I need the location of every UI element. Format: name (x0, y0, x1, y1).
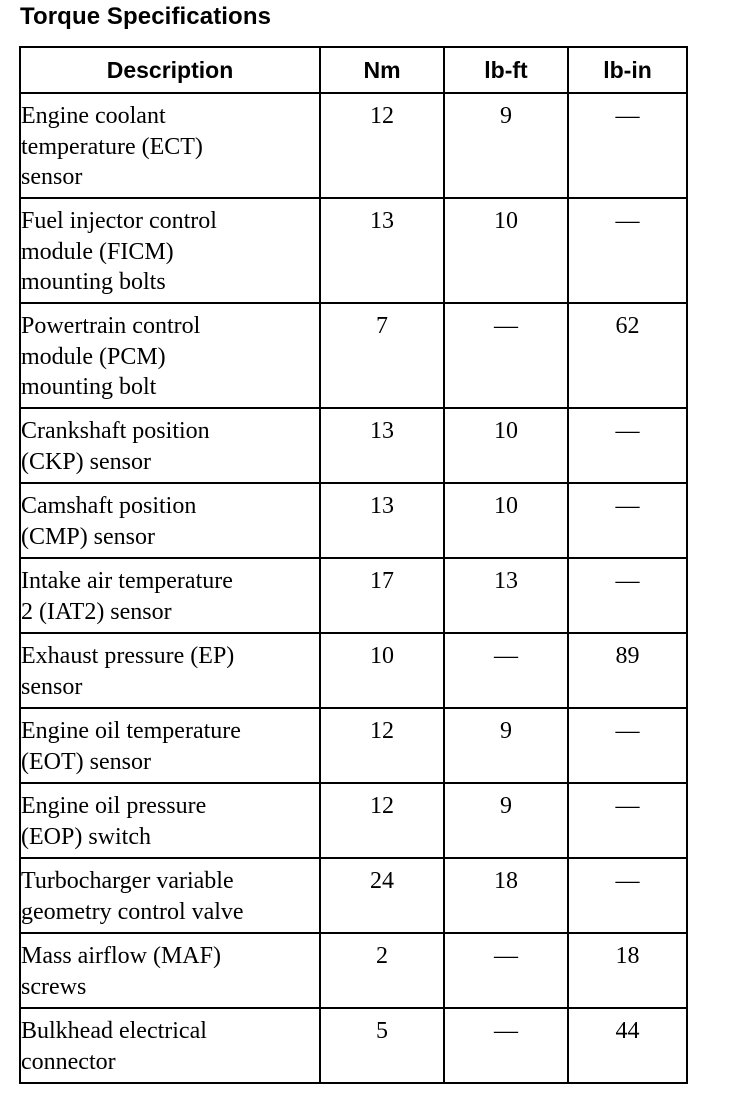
description-line: Camshaft position (21, 493, 197, 519)
table-row (20, 558, 687, 633)
row-nm: 5 (320, 1008, 444, 1083)
row-description (20, 708, 320, 783)
row-nm: 17 (320, 558, 444, 633)
row-description (20, 198, 320, 303)
description-line: mounting bolt (21, 374, 157, 400)
table-row (20, 708, 687, 783)
row-description (20, 933, 320, 1008)
description-line: connector (21, 1048, 116, 1075)
description-line: (EOP) switch (21, 823, 151, 850)
row-lbin: — (568, 708, 687, 783)
table-row (20, 408, 687, 483)
row-description (20, 408, 320, 483)
row-lbft: 9 (444, 93, 568, 198)
row-lbft: 9 (444, 783, 568, 858)
row-lbft: — (444, 303, 568, 408)
row-description (20, 633, 320, 708)
row-description (20, 303, 320, 408)
row-nm: 24 (320, 858, 444, 933)
row-nm: 13 (320, 198, 444, 303)
row-lbft: 13 (444, 558, 568, 633)
description-line: Engine coolant (21, 103, 166, 129)
row-description (20, 93, 320, 198)
row-lbft: 10 (444, 408, 568, 483)
row-lbin: — (568, 858, 687, 933)
row-description (20, 783, 320, 858)
row-description (20, 558, 320, 633)
description-line: module (FICM) (21, 238, 174, 265)
description-line: mounting bolts (21, 269, 166, 295)
row-lbin: — (568, 198, 687, 303)
description-line: geometry control valve (21, 898, 244, 925)
description-line: Mass airflow (MAF) (21, 943, 221, 969)
description-line: Bulkhead electrical (21, 1018, 207, 1044)
description-line: Fuel injector control (21, 208, 217, 234)
row-lbin: 62 (568, 303, 687, 408)
row-lbin: — (568, 408, 687, 483)
description-line: sensor (21, 164, 83, 190)
row-nm: 12 (320, 783, 444, 858)
description-line: Crankshaft position (21, 418, 210, 444)
description-line: Powertrain control (21, 313, 201, 339)
row-lbft: 9 (444, 708, 568, 783)
row-nm: 10 (320, 633, 444, 708)
description-line: sensor (21, 673, 83, 700)
table-row (20, 198, 687, 303)
description-line: 2 (IAT2) sensor (21, 598, 172, 625)
row-lbin: — (568, 783, 687, 858)
table-row (20, 93, 687, 198)
row-lbin: 44 (568, 1008, 687, 1083)
row-lbin: 18 (568, 933, 687, 1008)
description-line: Engine oil pressure (21, 793, 207, 819)
table-row (20, 858, 687, 933)
table-row (20, 483, 687, 558)
row-lbin: — (568, 558, 687, 633)
description-line: Turbocharger variable (21, 868, 234, 894)
row-nm: 2 (320, 933, 444, 1008)
row-lbin: — (568, 93, 687, 198)
row-nm: 12 (320, 708, 444, 783)
description-line: screws (21, 973, 87, 1000)
header-lbin: lb-in (568, 47, 687, 93)
description-line: (EOT) sensor (21, 748, 151, 775)
row-nm: 7 (320, 303, 444, 408)
row-lbft: 18 (444, 858, 568, 933)
description-line: module (PCM) (21, 343, 166, 370)
header-lbft: lb-ft (444, 47, 568, 93)
description-line: Intake air temperature (21, 568, 233, 594)
row-lbft: 10 (444, 198, 568, 303)
row-lbin: — (568, 483, 687, 558)
row-description (20, 858, 320, 933)
row-nm: 12 (320, 93, 444, 198)
row-lbft: — (444, 933, 568, 1008)
description-line: temperature (ECT) (21, 133, 203, 160)
row-nm: 13 (320, 408, 444, 483)
row-description (20, 483, 320, 558)
row-lbft: 10 (444, 483, 568, 558)
table-row (20, 633, 687, 708)
table-row (20, 303, 687, 408)
description-line: Engine oil temperature (21, 718, 241, 744)
row-lbft: — (444, 633, 568, 708)
table-header-row (20, 47, 687, 93)
row-lbin: 89 (568, 633, 687, 708)
row-nm: 13 (320, 483, 444, 558)
description-line: (CMP) sensor (21, 523, 156, 550)
torque-spec-table (19, 46, 688, 1084)
description-line: (CKP) sensor (21, 448, 151, 475)
header-description: Description (20, 47, 320, 93)
table-row (20, 1008, 687, 1083)
table-row (20, 783, 687, 858)
page-title: Torque Specifications (20, 3, 272, 30)
row-description (20, 1008, 320, 1083)
row-lbft: — (444, 1008, 568, 1083)
table-row (20, 933, 687, 1008)
header-nm: Nm (320, 47, 444, 93)
description-line: Exhaust pressure (EP) (21, 643, 235, 669)
